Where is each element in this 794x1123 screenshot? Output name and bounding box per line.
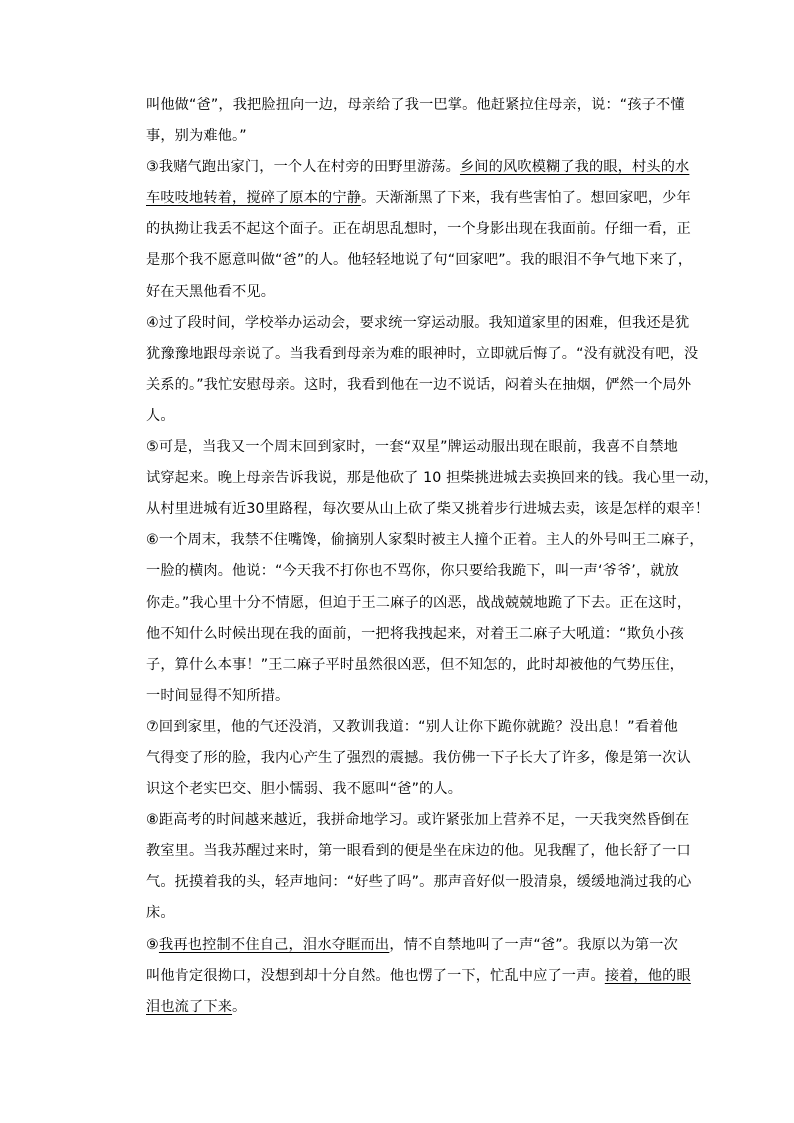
text-segment: 一时间显得不知所措。 xyxy=(146,687,290,704)
text-segment: 人。 xyxy=(146,407,175,424)
text-line xyxy=(146,961,691,992)
text-line xyxy=(146,432,678,463)
text-segment: 教室里。当我苏醒过来时，第一眼看到的便是坐在床边的他。见我醒了，他长舒了一口 xyxy=(146,843,691,860)
text-line xyxy=(146,463,719,494)
text-segment: ⑦回到家里，他的气还没消，又教训我道：“别人让你下跪你就跪？没出息！”看着他 xyxy=(146,718,678,735)
document-body xyxy=(146,90,719,1023)
text-segment: ③我赌气跑出家门，一个人在村旁的田野里游荡。 xyxy=(146,159,460,176)
text-line xyxy=(146,930,678,961)
text-segment: 床。 xyxy=(146,905,175,922)
text-line xyxy=(146,277,678,308)
text-line xyxy=(146,370,692,401)
text-line xyxy=(146,556,678,587)
underlined-text: 乡间的风吹模糊了我的眼，村头的水 xyxy=(459,159,690,176)
text-line xyxy=(146,588,692,619)
text-line xyxy=(146,183,691,214)
text-line xyxy=(146,836,691,867)
text-line xyxy=(146,525,704,556)
text-segment: 好在天黑他看不见。 xyxy=(146,283,276,300)
text-segment: 犹豫豫地跟母亲说了。当我看到母亲为难的眼神时，立即就后悔了。“没有就没有吧，没 xyxy=(146,345,699,362)
text-segment: 是那个我不愿意叫做“爸”的人。他轻轻地说了句“回家吧”。我的眼泪不争气地下来了， xyxy=(146,252,693,269)
text-segment: 事，别为难他。” xyxy=(146,128,247,145)
text-line xyxy=(146,619,684,650)
text-line xyxy=(146,743,691,774)
text-segment: ⑥一个周末，我禁不住嘴馋，偷摘别人家梨时被主人撞个正着。主人的外号叫王二麻子， xyxy=(146,532,704,549)
underlined-text: 接着，他的眼 xyxy=(604,967,691,984)
text-segment: 气得变了形的脸，我内心产生了强烈的震撼。我仿佛一下子长大了许多，像是第一次认 xyxy=(146,749,691,766)
text-segment: 叫他肯定很拗口，没想到却十分自然。他也愣了一下，忙乱中应了一声。 xyxy=(146,967,605,984)
text-segment: 你走。”我心里十分不情愿，但迫于王二麻子的凶恶，战战兢兢地跪了下去。正在这时， xyxy=(146,594,692,611)
text-line xyxy=(146,650,684,681)
text-segment: 一脸的横肉。他说：“今天我不打你也不骂你，你只要给我跪下，叫一声‘爷爷’，就放 xyxy=(146,563,679,580)
text-segment: 叫他做“爸”，我把脸扭向一边，母亲给了我一巴掌。他赶紧拉住母亲，说：“孩子不懂 xyxy=(146,97,685,113)
text-segment: ⑨ xyxy=(146,936,159,953)
text-segment: ，情不自禁地叫了一声“爸”。我原以为第一次 xyxy=(389,936,678,953)
text-segment: 他不知什么时候出现在我的面前，一把将我拽起来，对着王二麻子大吼道：“欺负小孩 xyxy=(146,625,684,642)
text-segment: 关系的。”我忙安慰母亲。这时，我看到他在一边不说话，闷着头在抽烟，俨然一个局外 xyxy=(146,376,692,393)
text-segment: 气。抚摸着我的头，轻声地问：“好些了吗”。那声音好似一股清泉，缓缓地淌过我的心 xyxy=(146,874,692,891)
text-segment: 的执拗让我丢不起这个面子。正在胡思乱想时，一个身影出现在我面前。仔细一看，正 xyxy=(146,221,691,238)
text-segment: 从村里进城有近30里路程，每次要从山上砍了柴又挑着步行进城去卖，该是怎样的艰辛！ xyxy=(146,501,710,518)
text-line xyxy=(146,774,678,805)
text-segment: 。天渐渐黑了下来，我有些害怕了。想回家吧，少年 xyxy=(361,190,691,207)
text-line xyxy=(146,339,699,370)
text-line xyxy=(146,245,693,276)
text-segment: ⑧距高考的时间越来越近，我拼命地学习。或许紧张加上营养不足，一天我突然昏倒在 xyxy=(146,812,690,829)
underlined-text: 车吱吱地转着，搅碎了原本的宁静 xyxy=(146,190,362,207)
text-segment: 识这个老实巴交、胆小懦弱、我不愿叫“爸”的人。 xyxy=(146,781,463,798)
text-line xyxy=(146,214,691,245)
text-segment: 试穿起来。晚上母亲告诉我说，那是他砍了 10 担柴挑进城去卖换回来的钱。我心里一动， xyxy=(146,470,719,487)
text-segment: ④过了段时间，学校举办运动会，要求统一穿运动服。我知道家里的困难，但我还是犹 xyxy=(146,314,690,331)
text-line xyxy=(146,90,685,121)
text-line xyxy=(146,992,678,1023)
underlined-text: 我再也控制不住自己，泪水夺眶而出 xyxy=(158,936,390,953)
text-segment: 。 xyxy=(232,998,247,1015)
text-line xyxy=(146,681,678,712)
text-line xyxy=(146,308,690,339)
underlined-text: 泪也流了下来 xyxy=(146,998,233,1015)
text-line xyxy=(146,401,678,432)
text-line xyxy=(146,121,678,152)
text-line xyxy=(146,898,678,929)
text-line xyxy=(146,867,692,898)
text-line xyxy=(146,712,678,743)
text-line xyxy=(146,805,690,836)
text-segment: ⑤可是，当我又一个周末回到家时，一套“双星”牌运动服出现在眼前，我喜不自禁地 xyxy=(146,439,678,456)
text-segment: 子，算什么本事！”王二麻子平时虽然很凶恶，但不知怎的，此时却被他的气势压住， xyxy=(146,656,684,673)
text-line xyxy=(146,494,710,525)
text-line xyxy=(146,152,690,183)
